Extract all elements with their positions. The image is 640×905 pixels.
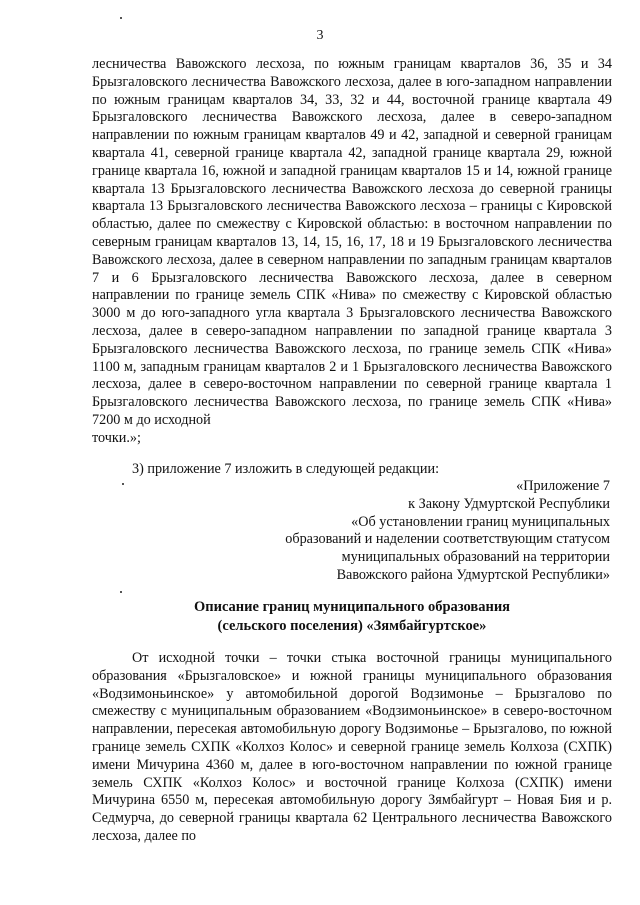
paragraph-text: лесничества Вавожского лесхоза, по южным границам кварталов 36, 35 и 34 Брызгаловского лесничества Вавожского лесхоза, далее в юго-западном направлении по южным границам кварталов 34, 33, 32 и 44, восточной границе квартала 49 Брызгаловского лесничества Вавожского лесхоза, далее в северо-западном направлении по южным границам кварталов 49 и 42, западной и северной границам квартала 41, северной границе квартала 42, западной границе квартала 29, южной границе квартала 16, южной и западной границам кварталов 15 и 14, южной границе квартала 13 Брызгаловского лесничества Вавожского лесхоза до северной границы квартала 13 Брызгаловского лесничества Вавожского лесхоза – границы с Кировской областью, далее по смежеству с Кировской областью: в восточном направлении по северным границам кварталов 13, 14, 15, 16, 17, 18 и 19 Брызгаловского лесничества Вавожского лесхоза, далее в северном направлении по западным границам кварталов 7 и 6 Брызгаловского лесничества Вавожского лесхоза, далее в северном направлении по границе земель СПК «Нива» по смежеству с Кировской областью 3000 м до юго-западного угла квартала 3 Брызгаловского лесничества Вавожского лесхоза, далее в северо-западном направлении по западной границе квартала 3 Брызгаловского лесничества Вавожского лесхоза, по границе земель СПК «Нива» 1100 м, западным границам кварталов 2 и 1 Брызгаловского лесничества Вавожского лесхоза, далее в северо-восточном направлении по северной границе квартала 1 Брызгаловского лесничества Вавожского лесхоза, по границе земель СПК «Нива» 7200 м до исходной [92,56,612,428]
appendix-line: муниципальных образований на территории [341,549,610,566]
title-line: Описание границ муниципального образования [193,599,511,615]
appendix-line: образований и наделении соответствующим статусом [285,531,610,548]
appendix-line: «Об установлении границ муниципальных [351,513,610,530]
paragraph-closing-text: точки.»; [92,429,141,446]
body-paragraph-boundary-description [92,56,612,448]
body-paragraph-zyambaigurt-boundary: От исходной точки – точки стыка восточной границы муниципального образования «Брызгаловское» и южной границы муниципального образования «Водзимоньинское» у автомобильной дорогой Водзимонье – Брызгалово по смежеству с муниципальным образованием «Водзимоньинское» в северо-восточном направлении, пересекая автомобильную дорогу Водзимонье – Брызгалово, по южной границе земель СХПК «Колхоз Колос» и северной границе земель Колхоза (СХПК) имени Мичурина 4360 м, далее в юго-восточном направлении по южной границе земель СХПК «Колхоз Колос» и восточной границе Колхоза (СХПК) имени Мичурина 6550 м, пересекая автомобильную дорогу Зямбайгурт – Новая Бия и р. Седмурча, до северной границы квартала 62 Центрального лесничества Вавожского лесхоза, далее по [92,650,612,844]
scan-speck [120,591,122,593]
scan-speck [120,17,122,19]
appendix-header [285,478,610,585]
appendix-line: «Приложение 7 [516,478,610,494]
page-number: 3 [316,28,324,43]
scan-speck [122,483,124,485]
amendment-item-3: 3) приложение 7 изложить в следующей редакции: [132,461,440,477]
section-title [92,598,612,635]
appendix-line: Вавожского района Удмуртской Республики» [336,566,610,583]
appendix-line: к Закону Удмуртской Республики [408,495,610,512]
title-line: (сельского поселения) «Зямбайгуртское» [217,617,487,634]
